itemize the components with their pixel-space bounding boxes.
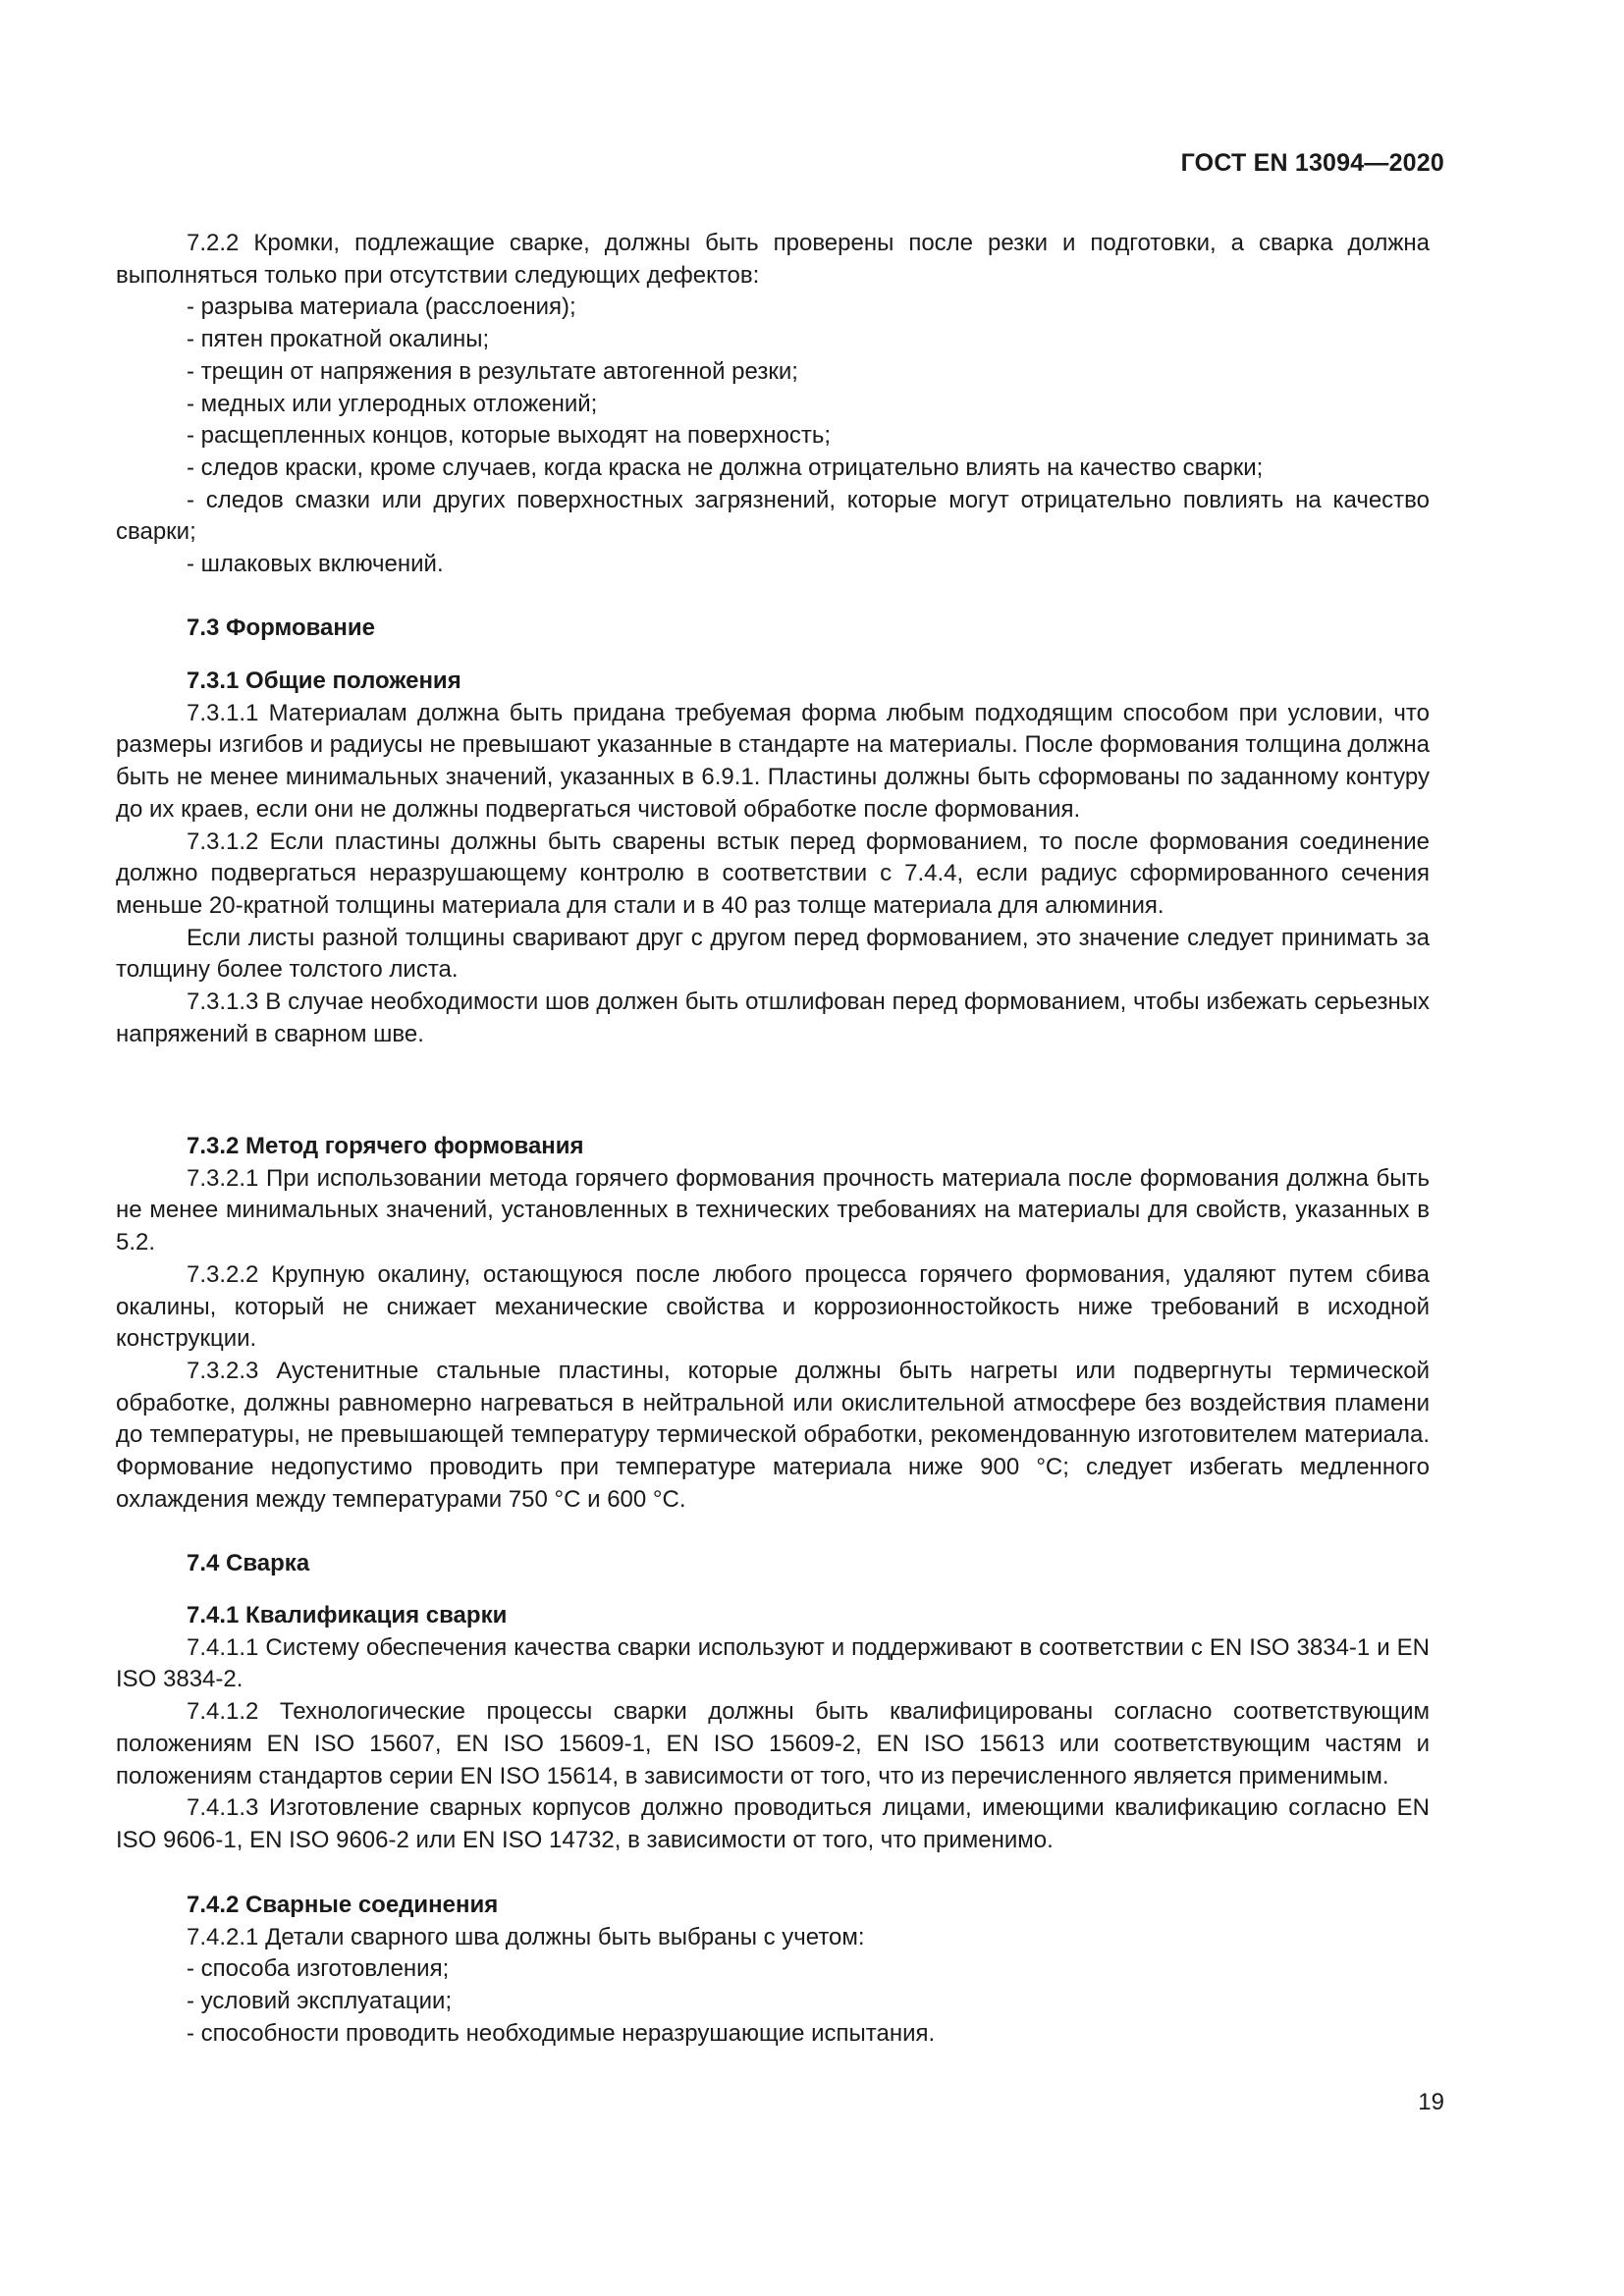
- list-item: - условий эксплуатации;: [187, 1988, 453, 2015]
- section-7-2-2: [116, 228, 1430, 581]
- paragraph-7-3-2-2: 7.3.2.2 Крупную окалину, остающуюся после любого процесса горячего формования, удаляют путем сбива окалины, который не снижает механические свойства и коррозионностойкость ниже требований в исходной конструкции.: [116, 1260, 1430, 1353]
- list-item: - разрыва материала (расслоения);: [187, 294, 576, 321]
- paragraph-note: Если листы разной толщины сваривают друг с другом перед формованием, это значение следует принимать за толщину более толстого листа.: [116, 924, 1430, 984]
- section-heading: 7.3 Формование: [187, 614, 375, 641]
- list-item: - пятен прокатной окалины;: [187, 326, 490, 353]
- subsection-heading: 7.3.2 Метод горячего формования: [187, 1133, 584, 1159]
- subsection-heading: 7.4.1 Квалификация сварки: [187, 1602, 508, 1629]
- subsection-heading: 7.3.1 Общие положения: [187, 667, 461, 694]
- list-item: - шлаковых включений.: [187, 551, 444, 578]
- list-item: - следов краски, кроме случаев, когда краска не должна отрицательно влиять на качество сварки;: [187, 454, 1264, 481]
- document-header-id: ГОСТ EN 13094—2020: [1180, 149, 1444, 177]
- section-7-4: [116, 1548, 1430, 1580]
- list-item: - способа изготовления;: [187, 1955, 450, 1983]
- paragraph-7-3-1-1: 7.3.1.1 Материалам должна быть придана требуемая форма любым подходящим способом при условии, что размеры изгибов и радиусы не превышают указанные в стандарте на материалы. После формования толщина должна быть не менее минимальных значений, указанных в 6.9.1. Пластины должны быть сформованы по заданному контуру до их краев, если они не должны подвергаться чистовой обработке после формования.: [116, 699, 1430, 823]
- section-heading: 7.4 Сварка: [187, 1550, 310, 1576]
- list-item: - медных или углеродных отложений;: [187, 390, 598, 417]
- section-7-3: [116, 613, 1430, 645]
- list-item: - следов смазки или других поверхностных загрязнений, которые могут отрицательно повлиять на качество сварки;: [116, 486, 1430, 546]
- section-7-3-2: [116, 1131, 1430, 1516]
- list-item: - трещин от напряжения в результате автогенной резки;: [187, 357, 798, 385]
- paragraph-7-4-1-3: 7.4.1.3 Изготовление сварных корпусов должно проводиться лицами, имеющими квалификацию согласно EN ISO 9606-1, EN ISO 9606-2 или EN ISO 14732, в зависимости от того, что применимо.: [116, 1794, 1430, 1853]
- paragraph-7-4-2-1: 7.4.2.1 Детали сварного шва должны быть выбраны с учетом:: [187, 1923, 865, 1950]
- subsection-heading: 7.4.2 Сварные соединения: [187, 1892, 499, 1918]
- paragraph-7-3-2-3: 7.3.2.3 Аустенитные стальные пластины, которые должны быть нагреты или подвергнуты термической обработке, должны равномерно нагреваться в нейтральной или окислительной атмосфере без воздействия пламени до температуры, не превышающей температуру термической обработки, рекомендованную изготовителем материала. Формование недопустимо проводить при температуре материала ниже 900 °С; следует избегать медленного охлаждения между температурами 750 °С и 600 °С.: [116, 1357, 1430, 1513]
- section-7-3-1: [116, 666, 1430, 1050]
- list-item: - способности проводить необходимые неразрушающие испытания.: [187, 2019, 936, 2047]
- page-number: 19: [1418, 2089, 1444, 2115]
- paragraph-7-4-1-1: 7.4.1.1 Систему обеспечения качества сварки используют и поддерживают в соответствии с EN ISO 3834-1 и EN ISO 3834-2.: [116, 1633, 1430, 1693]
- paragraph-7-3-2-1: 7.3.2.1 При использовании метода горячего формования прочность материала после формования должна быть не менее минимальных значений, установленных в технических требованиях на материалы для свойств, указанных в 5.2.: [116, 1164, 1430, 1256]
- paragraph-7-2-2: 7.2.2 Кромки, подлежащие сварке, должны быть проверены после резки и подготовки, а сварка должна выполняться только при отсутствии следующих дефектов:: [116, 230, 1430, 289]
- section-7-4-2: [116, 1890, 1430, 2051]
- paragraph-7-3-1-2: 7.3.1.2 Если пластины должны быть сварены встык перед формованием, то после формования соединение должно подвергаться неразрушающему контролю в соответствии с 7.4.4, если радиус сформированного сечения меньше 20-кратной толщины материала для стали и в 40 раз толще материала для алюминия.: [116, 828, 1430, 919]
- list-item: - расщепленных концов, которые выходят на поверхность;: [187, 422, 832, 450]
- paragraph-7-3-1-3: 7.3.1.3 В случае необходимости шов должен быть отшлифован перед формованием, чтобы избежать серьезных напряжений в сварном шве.: [116, 988, 1430, 1047]
- paragraph-7-4-1-2: 7.4.1.2 Технологические процессы сварки должны быть квалифицированы согласно соответствующим положениям EN ISO 15607, EN ISO 15609-1, EN ISO 15609-2, EN ISO 15613 или соответствующим частям и положениям стандартов серии EN ISO 15614, в зависимости от того, что из перечисленного является применимым.: [116, 1698, 1430, 1789]
- section-7-4-1: [116, 1600, 1430, 1857]
